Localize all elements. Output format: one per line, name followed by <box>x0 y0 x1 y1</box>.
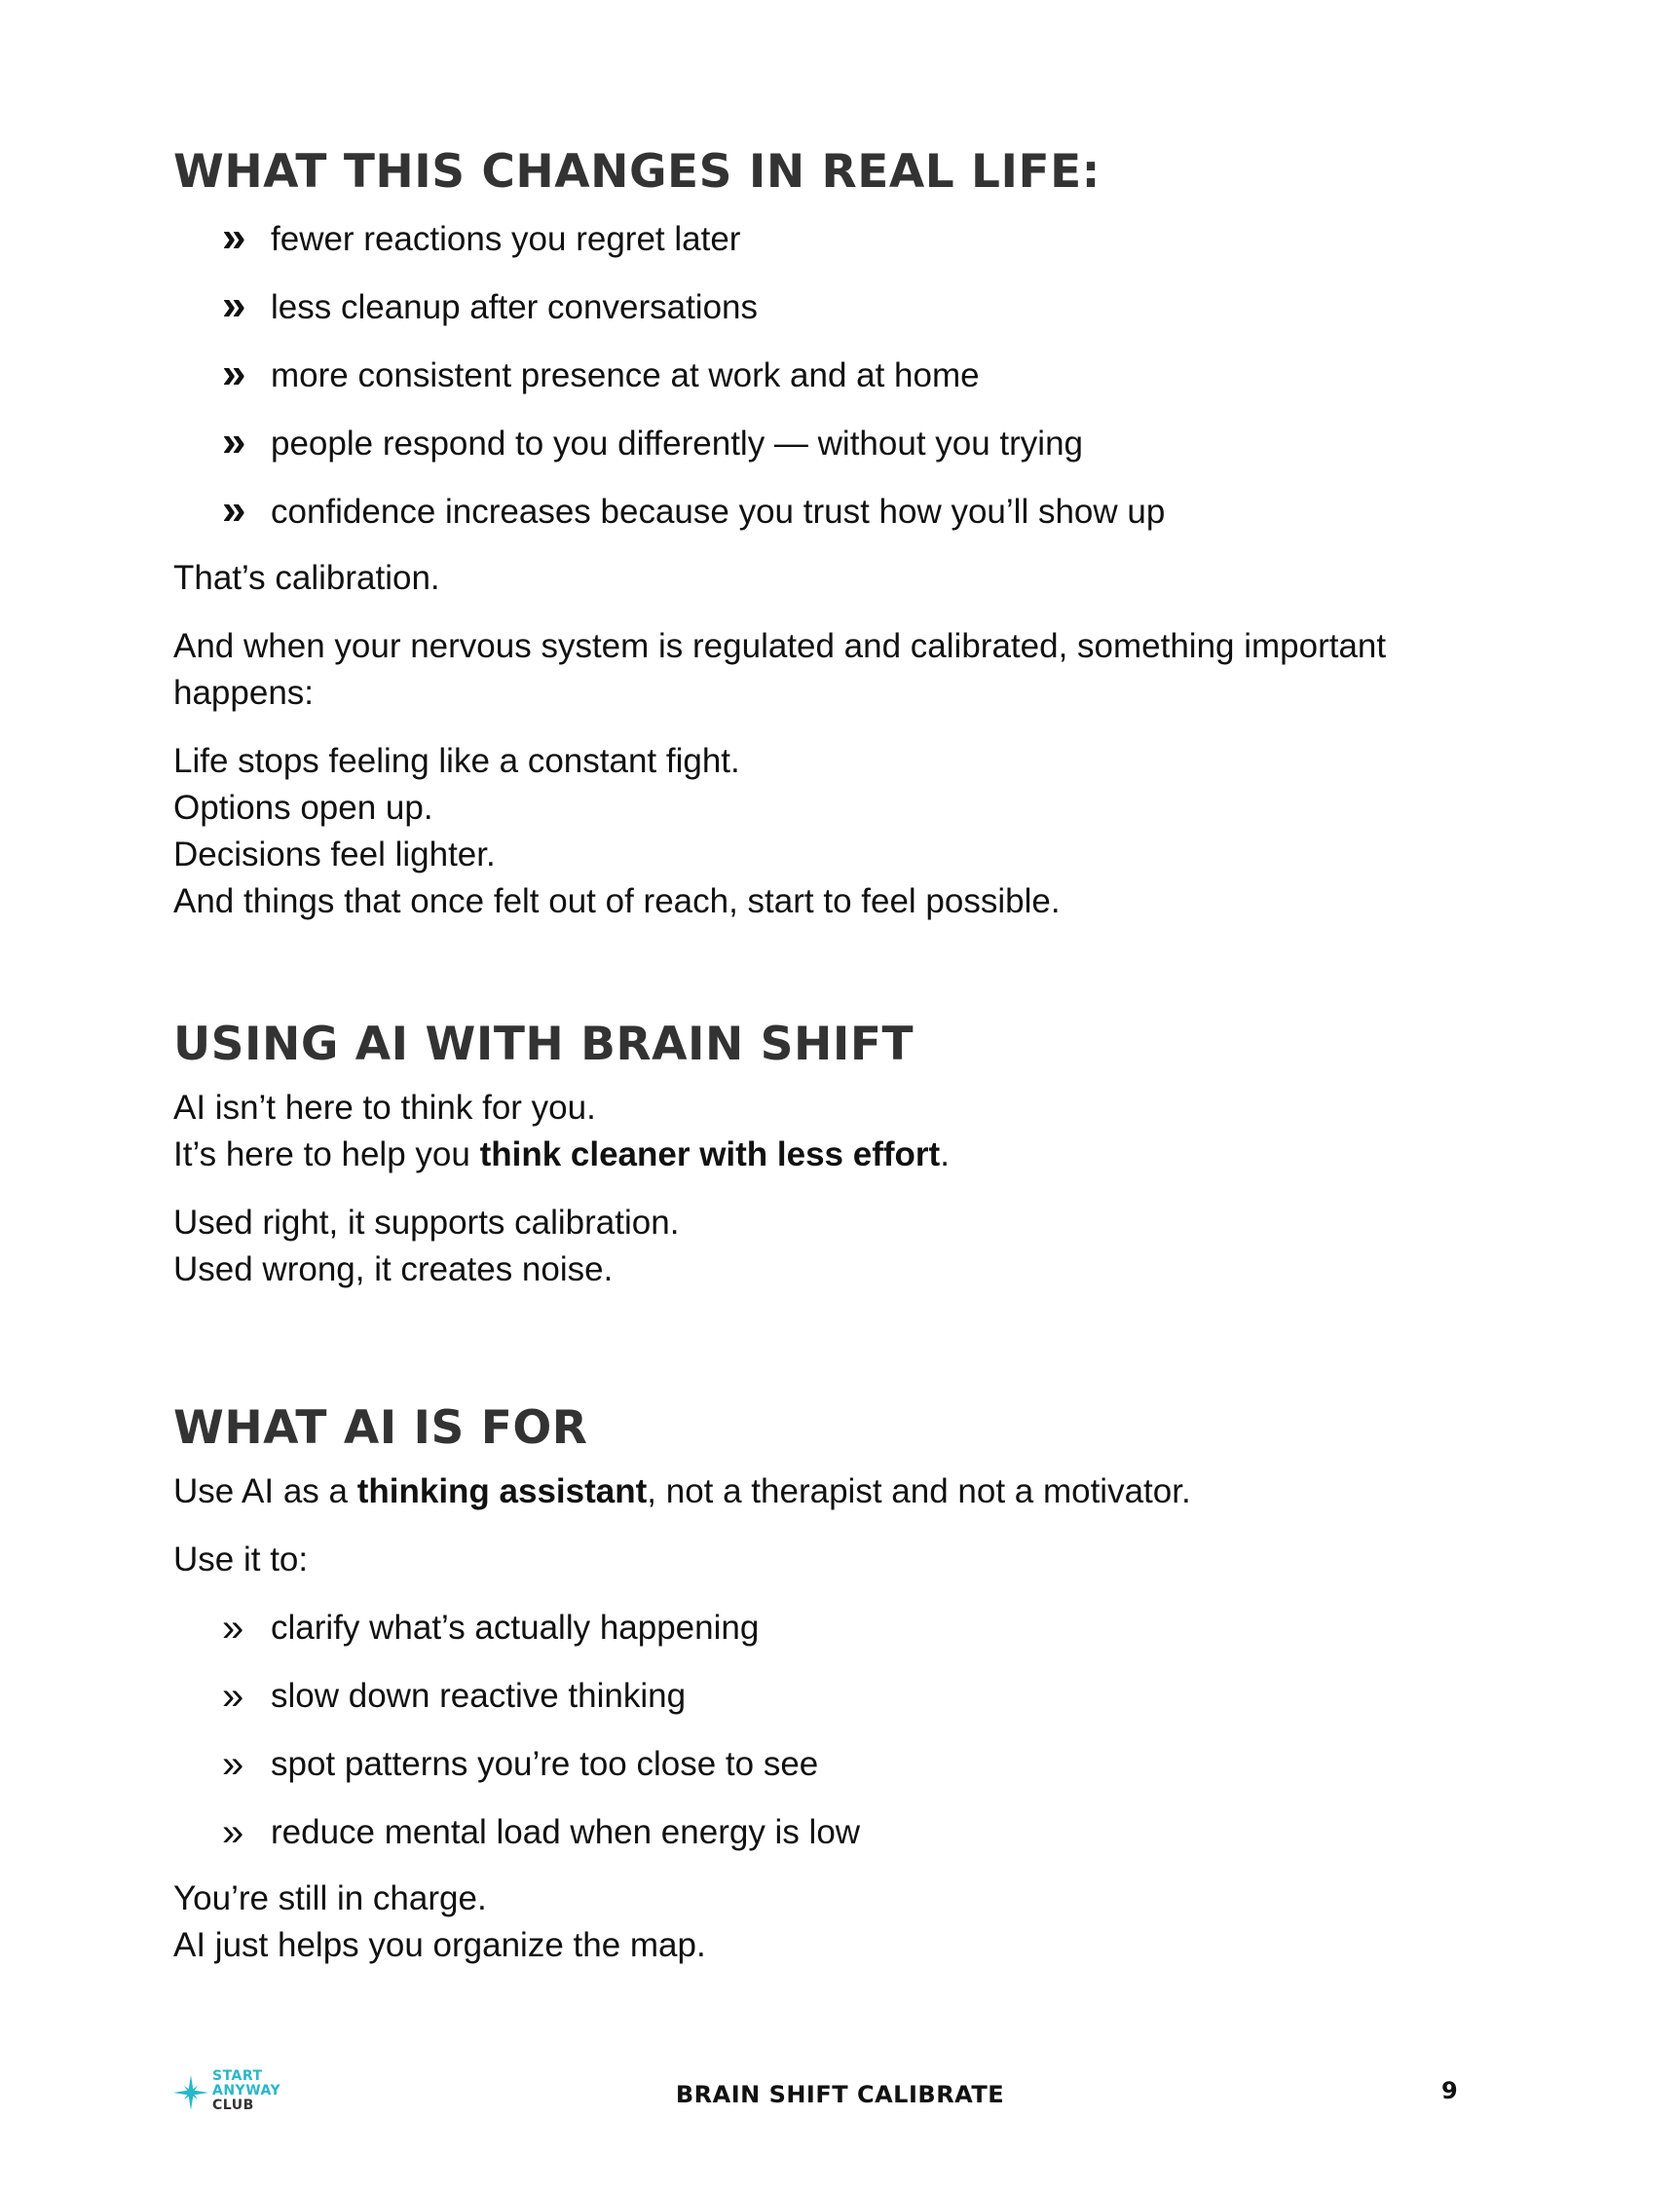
logo-wordmark: START ANYWAY CLUB <box>212 2068 281 2113</box>
ai-purpose-paragraph: AI isn’t here to think for you. It’s here to help you think cleaner with less effort. <box>173 1089 950 1174</box>
closing-paragraph: You’re still in charge. AI just helps you organize the map. <box>173 1879 706 1965</box>
nervous-system-paragraph: And when your nervous system is regulated and calibrated, something important happens: <box>173 627 1387 713</box>
list-item: » clarify what’s actually happening <box>222 1607 760 1651</box>
list-item: » slow down reactive thinking <box>222 1675 687 1719</box>
list-item: » fewer reactions you regret later <box>222 213 741 262</box>
ai-usage-paragraph: Used right, it supports calibration. Used wrong, it creates noise. <box>173 1204 680 1289</box>
use-it-to-label: Use it to: <box>173 1541 309 1579</box>
document-title: BRAIN SHIFT CALIBRATE <box>675 2081 1005 2108</box>
page-footer <box>0 2069 1680 2147</box>
thinking-assistant-paragraph: Use AI as a thinking assistant, not a therapist and not a motivator. <box>173 1472 1191 1511</box>
chevron-bullet-icon: » <box>222 1675 244 1719</box>
calibration-statement: That’s calibration. <box>173 559 440 598</box>
list-item: » confidence increases because you trust how you’ll show up <box>222 486 1166 535</box>
list-item: » more consistent presence at work and at home <box>222 350 980 398</box>
chevron-bullet-icon: » <box>222 418 246 466</box>
chevron-bullet-icon: » <box>222 350 246 398</box>
ai-uses-bullet-list <box>173 1605 1508 1856</box>
chevron-bullet-icon: » <box>222 1607 244 1651</box>
section-heading-using-ai: USING AI WITH BRAIN SHIFT <box>173 1018 915 1072</box>
section-heading-real-life: WHAT THIS CHANGES IN REAL LIFE: <box>173 145 1101 199</box>
chevron-bullet-icon: » <box>222 486 246 535</box>
real-life-bullet-list <box>173 213 1508 536</box>
list-item: » reduce mental load when energy is low <box>222 1811 861 1855</box>
life-changes-paragraph: Life stops feeling like a constant fight. Options open up. Decisions feel lighter. And things that once felt out of reach, start to feel possible. <box>173 742 1061 921</box>
chevron-bullet-icon: » <box>222 281 246 330</box>
page-number: 9 <box>1441 2077 1458 2104</box>
list-item: » spot patterns you’re too close to see <box>222 1743 819 1787</box>
chevron-bullet-icon: » <box>222 213 246 262</box>
chevron-bullet-icon: » <box>222 1811 244 1855</box>
list-item: » people respond to you differently — without you trying <box>222 418 1084 466</box>
chevron-bullet-icon: » <box>222 1743 244 1787</box>
list-item: » less cleanup after conversations <box>222 281 758 330</box>
section-heading-what-ai-is-for: WHAT AI IS FOR <box>173 1401 588 1456</box>
page-content <box>173 146 1508 1969</box>
